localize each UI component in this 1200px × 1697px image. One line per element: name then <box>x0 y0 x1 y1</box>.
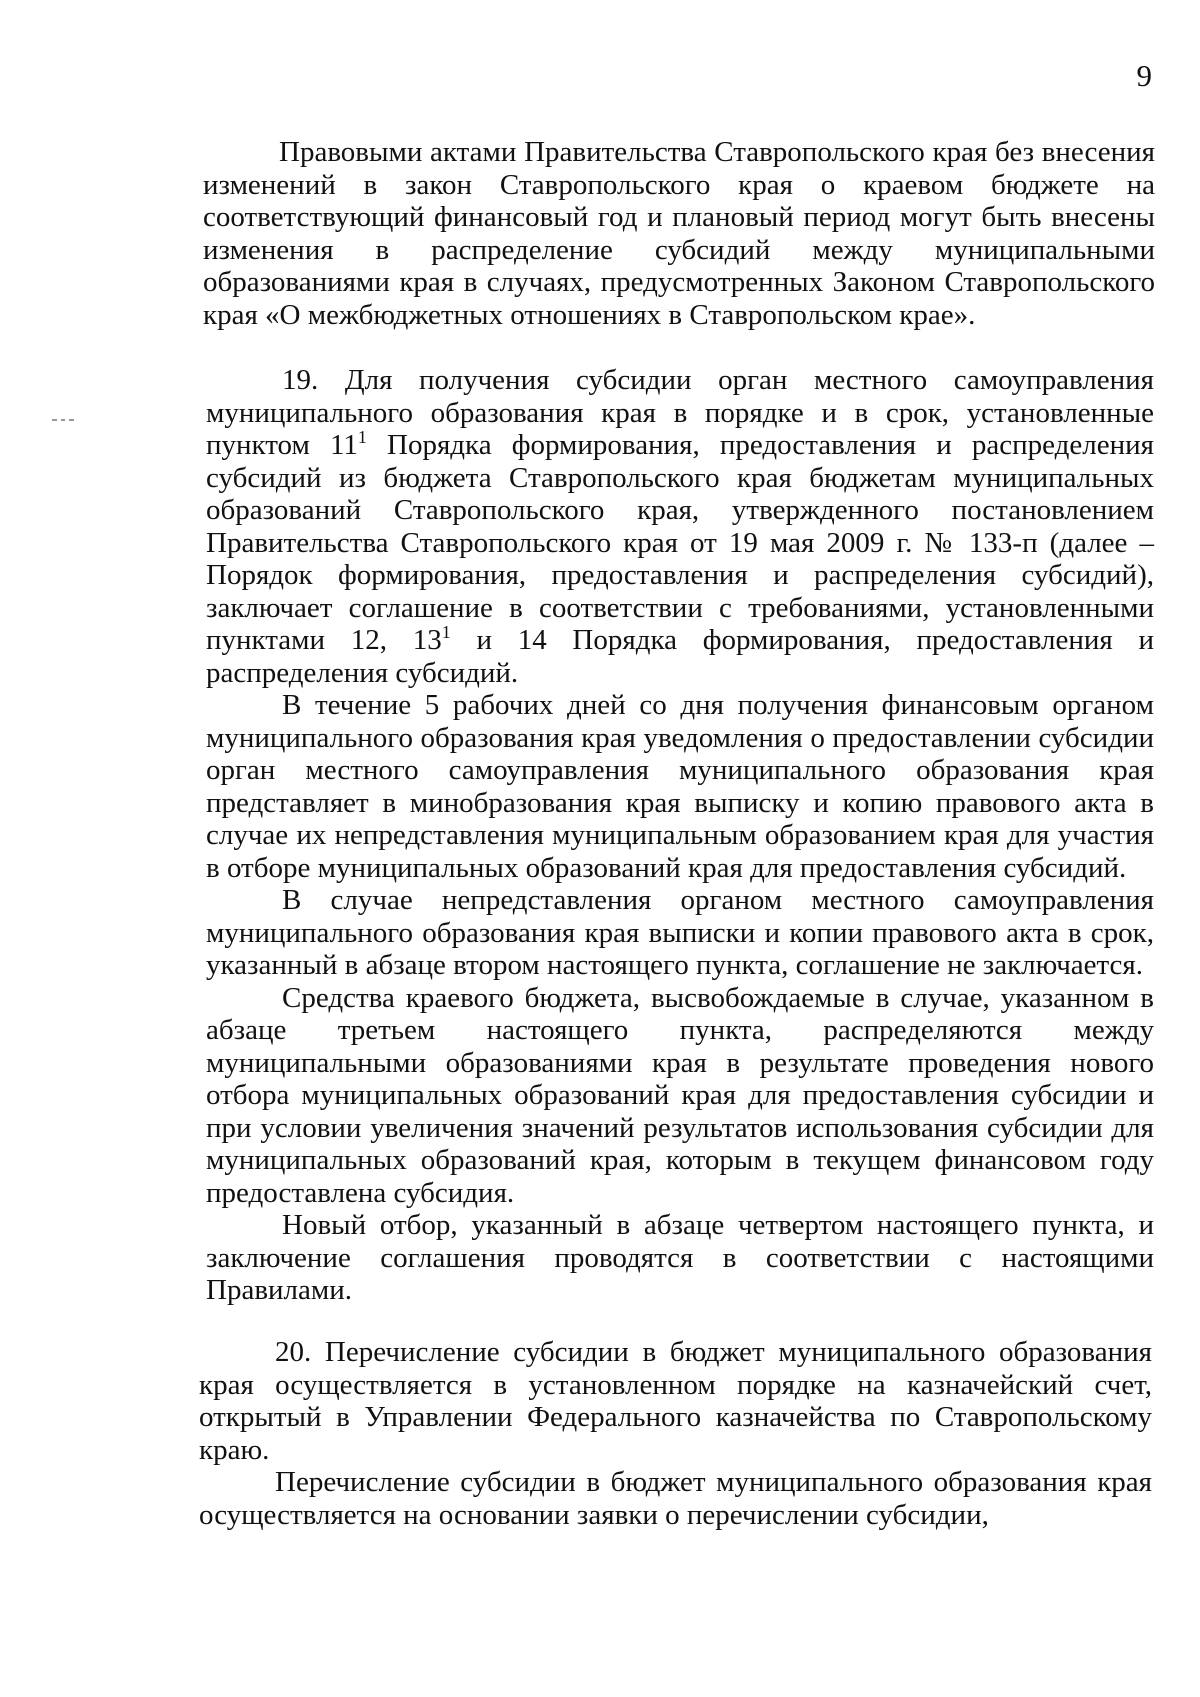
paragraph-item-19 <box>206 364 1154 689</box>
paragraph-notification: В течение 5 рабочих дней со дня получения финансовым органом муниципального образования края уведомления о предоставлении субсидии орган местного самоуправления муниципального образования края представляет в минобразования края выписку и копию правового акта в случае их непредставления муниципальным образованием края для участия в отборе муниципальных образований края для предоставления субсидий. <box>206 689 1154 884</box>
paragraph-item-20: 20. Перечисление субсидии в бюджет муниципального образования края осуществляется в установленном порядке на казначейский счет, открытый в Управлении Федерального казначейства по Ставропольскому краю. <box>199 1336 1152 1466</box>
item-19-text-1: 19. Для получения субсидии орган местного самоуправления муниципального образования края в порядке и в срок, установленные пунктом 11 <box>206 364 1154 461</box>
paragraph-redistribution: Средства краевого бюджета, высвобождаемые в случае, указанном в абзаце третьем настоящего пункта, распределяются между муниципальными образованиями края в результате проведения нового отбора муниципальных образований края для предоставления субсидии и при условии увеличения значений результатов использования субсидии для муниципальных образований края, которым в текущем финансовом году предоставлена субсидия. <box>206 981 1154 1209</box>
paragraph-transfer-request: Перечисление субсидии в бюджет муниципального образования края осуществляется на основании заявки о перечислении субсидии, <box>199 1466 1152 1531</box>
paragraph-amendments: Правовыми актами Правительства Ставропольского края без внесения изменений в закон Ставропольского края о краевом бюджете на соответствующий финансовый год и плановый период могут быть внесены изменения в распределение субсидий между муниципальными образованиями края в случаях, предусмотренных Законом Ставропольского края «О межбюджетных отношениях в Ставропольском крае». <box>203 136 1155 331</box>
superscript-2: 1 <box>441 622 451 642</box>
page-number: 9 <box>1136 58 1152 93</box>
section-item-20 <box>199 1336 1152 1531</box>
item-19-text-2: Порядка формирования, предоставления и распределения субсидий из бюджета Ставропольского края бюджетам муниципальных образований Ставропольского края, утвержденного постановлением Правительства Ставропольского края от 19 мая 2009 г. № 133-п (далее – Порядок формирования, предоставления и распределения субсидий), заключает соглашение в соответствии с требованиями, установленными пунктами 12, 13 <box>206 429 1155 656</box>
section-amendments <box>203 136 1155 331</box>
paragraph-new-selection: Новый отбор, указанный в абзаце четвертом настоящего пункта, и заключение соглашения проводятся в соответствии с настоящими Правилами. <box>206 1209 1154 1306</box>
item-19-text-3: и 14 Порядка формирования, предоставления и распределения субсидий. <box>206 624 1154 689</box>
superscript-1: 1 <box>357 427 367 447</box>
section-item-19 <box>206 364 1154 1307</box>
paragraph-non-submission: В случае непредставления органом местного самоуправления муниципального образования края выписки и копии правового акта в срок, указанный в абзаце втором настоящего пункта, соглашение не заключается. <box>206 884 1154 981</box>
margin-mark <box>52 419 74 421</box>
